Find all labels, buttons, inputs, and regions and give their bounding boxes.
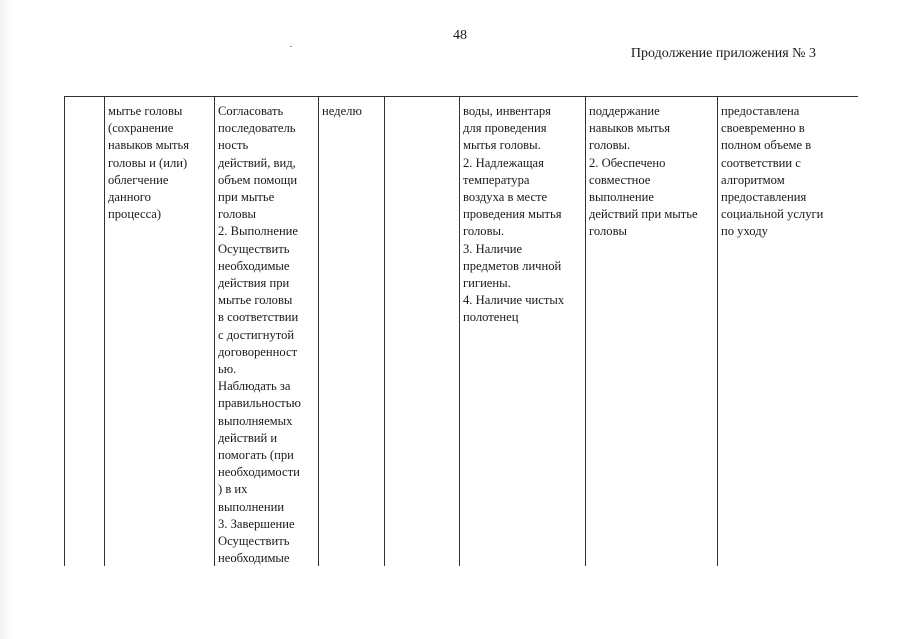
cell-text-line: ) в их [218, 482, 248, 497]
cell-text-line: 4. Наличие чистых [463, 293, 565, 308]
cell-text-line: мытье головы [218, 293, 293, 308]
cell-text-line: поддержание [589, 104, 660, 118]
cell-text-line: Осуществить [218, 534, 290, 549]
cell-text-line: ью. [218, 362, 237, 377]
cell-text-line: (сохранение [108, 121, 174, 136]
cell-text-line: выполняемых [218, 413, 293, 428]
cell-text-line: 3. Наличие [463, 241, 523, 256]
cell-text-line: помогать (при [218, 448, 294, 463]
table-container [64, 96, 858, 566]
cell-text-line: головы [218, 207, 256, 222]
cell-text-line: гигиены. [463, 276, 511, 291]
cell-text-line: договоренност [218, 344, 298, 359]
cell-text-line: 2. Надлежащая [463, 155, 544, 170]
cell-text-line: полотенец [463, 310, 519, 325]
cell-text-line: неделю [322, 104, 362, 118]
cell-text-line: мытье головы [108, 104, 183, 118]
scan-edge-shadow [0, 0, 12, 639]
cell-text-line: необходимые [218, 551, 290, 566]
cell-text-line: навыков мытья [589, 121, 671, 136]
cell-text-line: необходимые [218, 258, 290, 273]
cell-text-line: предоставлена [721, 104, 800, 118]
cell-text-line: действия при [218, 276, 290, 291]
scan-speck [290, 46, 292, 47]
cell-text-line: действий, вид, [218, 155, 296, 170]
cell-procedure [215, 97, 319, 567]
service-table [64, 96, 858, 566]
table-row [65, 97, 859, 567]
cell-text-line: 2. Выполнение [218, 224, 299, 239]
cell-text-line: правильностью [218, 396, 301, 411]
cell-text-line: алгоритмом [721, 172, 785, 187]
cell-text-line: для проведения [463, 121, 547, 136]
cell-text-line: головы и (или) [108, 155, 188, 170]
cell-text-line: навыков мытья [108, 138, 190, 153]
cell-conditions [460, 97, 586, 567]
cell-text-line: выполнение [589, 190, 654, 205]
cell-text-line: при мытье [218, 190, 275, 205]
cell-frequency [319, 97, 385, 567]
cell-text-line: облегчение [108, 172, 169, 187]
cell-text-line: воздуха в месте [463, 190, 548, 205]
cell-text-line: головы [589, 224, 627, 239]
cell-text-line: воды, инвентаря [463, 104, 551, 118]
cell-text-line: социальной услуги [721, 207, 824, 222]
cell-text-line: Наблюдать за [218, 379, 291, 394]
cell-text-line: последователь [218, 121, 296, 136]
cell-text-line: процесса) [108, 207, 162, 222]
cell-text-line: предоставления [721, 190, 807, 205]
cell-text-line: с достигнутой [218, 327, 295, 342]
cell-text-line: полном объеме в [721, 138, 812, 153]
cell-text-line: 2. Обеспечено [589, 155, 666, 170]
cell-text-line: температура [463, 172, 530, 187]
cell-text-line: совместное [589, 172, 651, 187]
cell-text-line: объем помощи [218, 172, 298, 187]
cell-text-line: данного [108, 190, 151, 205]
cell-result [586, 97, 718, 567]
cell-service-name [105, 97, 215, 567]
cell-text-line: выполнении [218, 499, 285, 514]
page-number: 48 [453, 28, 467, 43]
cell-text-line: действий при мытье [589, 207, 698, 222]
cell-quality-indicator [718, 97, 859, 567]
cell-text-line: 3. Завершение [218, 516, 295, 531]
cell-duration [385, 97, 460, 567]
cell-text-line: в соответствии [218, 310, 299, 325]
cell-text-line: соответствии с [721, 155, 801, 170]
cell-text-line: Осуществить [218, 241, 290, 256]
cell-text-line: действий и [218, 430, 278, 445]
cell-text-line: по уходу [721, 224, 768, 239]
cell-text-line: Согласовать [218, 104, 284, 118]
cell-text-line: необходимости [218, 465, 300, 480]
cell-text-line: головы. [589, 138, 631, 153]
cell-text-line: ность [218, 138, 249, 153]
cell-number [65, 97, 105, 567]
cell-text-line: проведения мытья [463, 207, 562, 222]
appendix-continuation-note: Продолжение приложения № 3 [630, 46, 816, 61]
cell-text-line: мытья головы. [463, 138, 541, 153]
cell-text-line: головы. [463, 224, 505, 239]
cell-text-line: своевременно в [721, 121, 805, 136]
cell-text-line: предметов личной [463, 258, 562, 273]
